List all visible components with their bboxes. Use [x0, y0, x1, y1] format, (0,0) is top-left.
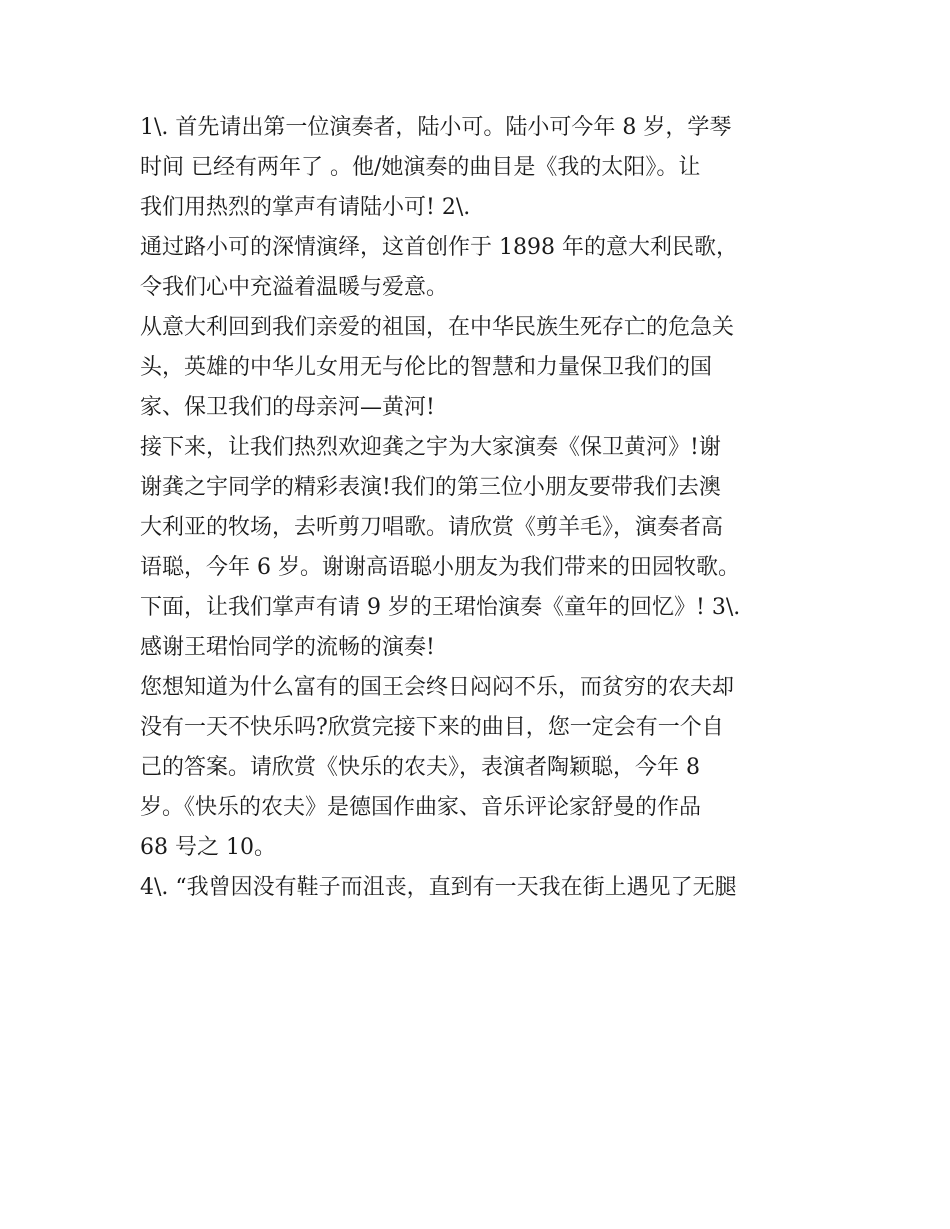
- text-line: 语聪，今年 6 岁。谢谢高语聪小朋友为我们带来的田园牧歌。: [140, 555, 740, 580]
- text-line: 谢龚之宇同学的精彩表演!我们的第三位小朋友要带我们去澳: [140, 475, 721, 500]
- document-body-text: [140, 108, 820, 908]
- text-line: 大利亚的牧场，去听剪刀唱歌。请欣赏《剪羊毛》，演奏者高: [140, 515, 724, 540]
- text-line: 令我们心中充溢着温暖与爱意。: [140, 275, 449, 300]
- text-line: 从意大利回到我们亲爱的祖国，在中华民族生死存亡的危急关: [140, 315, 735, 340]
- text-line: 通过路小可的深情演绎，这首创作于 1898 年的意大利民歌，: [140, 235, 738, 260]
- text-line: 感谢王珺怡同学的流畅的演奏!: [140, 635, 435, 660]
- text-line: 您想知道为什么富有的国王会终日闷闷不乐，而贫穷的农夫却: [140, 675, 735, 700]
- text-line: 1\. 首先请出第一位演奏者，陆小可。陆小可今年 8 岁，学琴: [140, 115, 732, 140]
- text-line: 4\. “我曾因没有鞋子而沮丧，直到有一天我在街上遇见了无腿: [140, 875, 737, 900]
- text-line: 68 号之 10。: [140, 835, 276, 860]
- text-line: 家、保卫我们的母亲河—黄河!: [140, 395, 435, 420]
- text-line: 头，英雄的中华儿女用无与伦比的智慧和力量保卫我们的国: [140, 355, 713, 380]
- text-line: 岁。《快乐的农夫》是德国作曲家、音乐评论家舒曼的作品: [140, 795, 702, 820]
- text-line: 时间 已经有两年了 。他/她演奏的曲目是《我的太阳》。让: [140, 155, 701, 180]
- text-line: 我们用热烈的掌声有请陆小可! 2\.: [140, 195, 471, 220]
- text-line: 己的答案。请欣赏《快乐的农夫》，表演者陶颖聪，今年 8: [140, 755, 700, 780]
- text-line: 下面，让我们掌声有请 9 岁的王珺怡演奏《童年的回忆》! 3\.: [140, 595, 741, 620]
- text-line: 没有一天不快乐吗?欣赏完接下来的曲目，您一定会有一个自: [140, 715, 724, 740]
- text-line: 接下来，让我们热烈欢迎龚之宇为大家演奏《保卫黄河》!谢: [140, 435, 721, 460]
